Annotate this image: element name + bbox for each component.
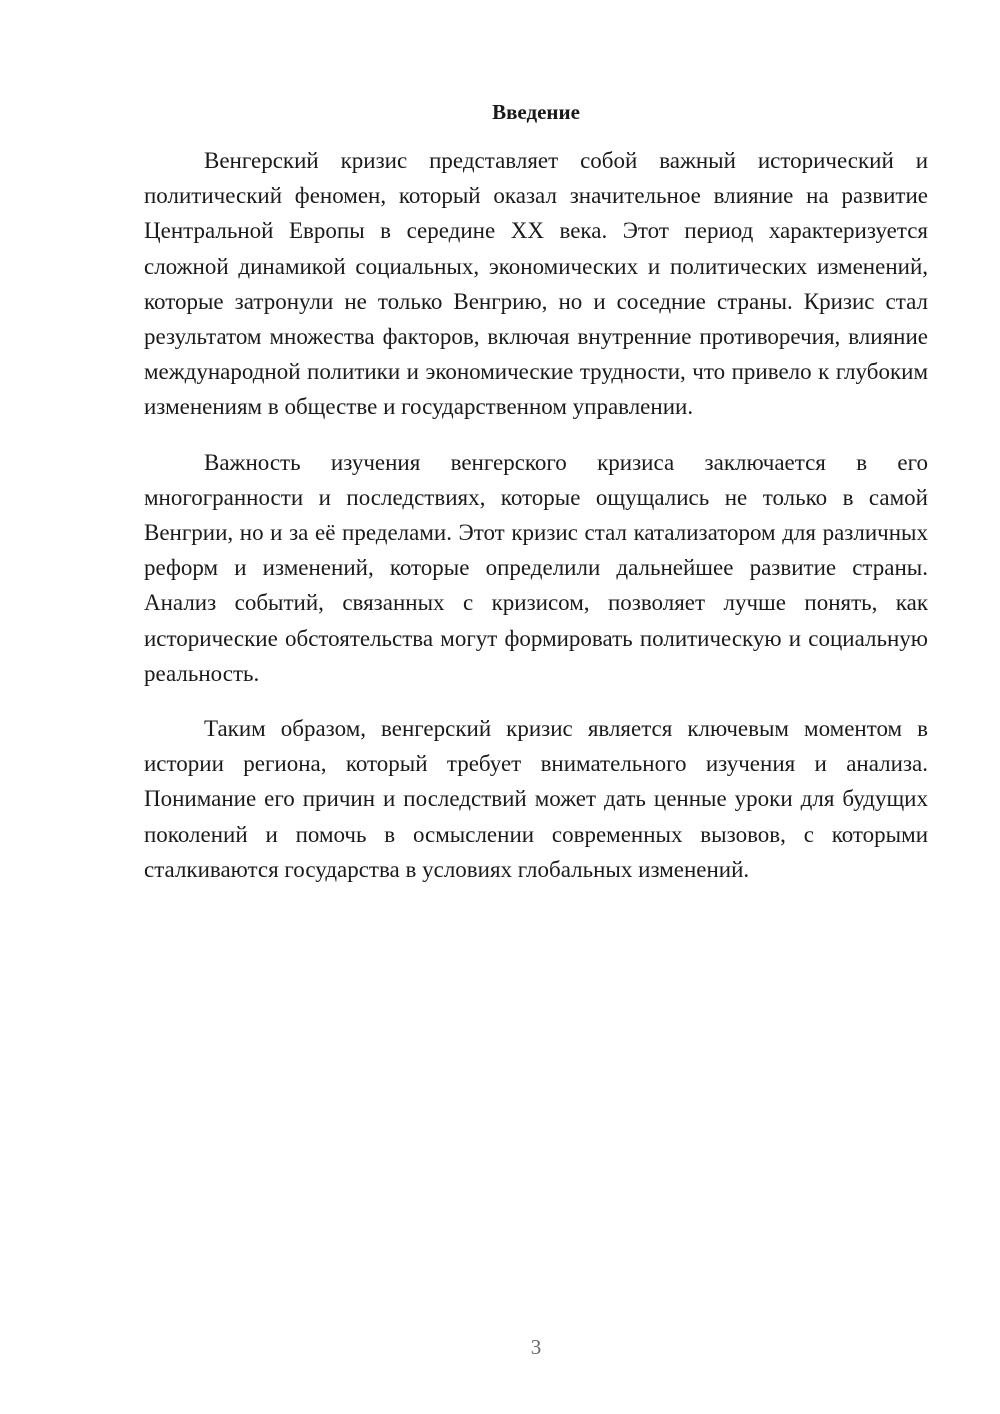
paragraph-introduction: Венгерский кризис представляет собой важный исторический и политический феномен, который оказал значительное влияние на развитие Центральной Европы в середине XX века. Этот период характеризуется сложной динамикой социальных, экономических и политических изменений, которые затронули не только Венгрию, но и соседние страны. Кризис стал результатом множества факторов, включая внутренние противоречия, влияние международной политики и экономические трудности, что привело к глубоким изменениям в обществе и государственном управлении. xyxy=(144,148,928,420)
paragraph-importance: Важность изучения венгерского кризиса заключается в его многогранности и последствиях, которые ощущались не только в самой Венгрии, но и за её пределами. Этот кризис стал катализатором для различных реформ и изменений, которые определили дальнейшее развитие страны. Анализ событий, связанных с кризисом, позволяет лучше понять, как исторические обстоятельства могут формировать политическую и социальную реальность. xyxy=(144,449,928,686)
page-number: 3 xyxy=(530,1335,542,1359)
body-text xyxy=(144,143,928,907)
paragraph-conclusion: Таким образом, венгерский кризис является ключевым моментом в истории региона, который требует внимательного изучения и анализа. Понимание его причин и последствий может дать ценные уроки для будущих поколений и помочь в осмыслении современных вызовов, с которыми сталкиваются государства в условиях глобальных изменений. xyxy=(144,716,928,882)
section-title: Введение xyxy=(492,100,580,124)
